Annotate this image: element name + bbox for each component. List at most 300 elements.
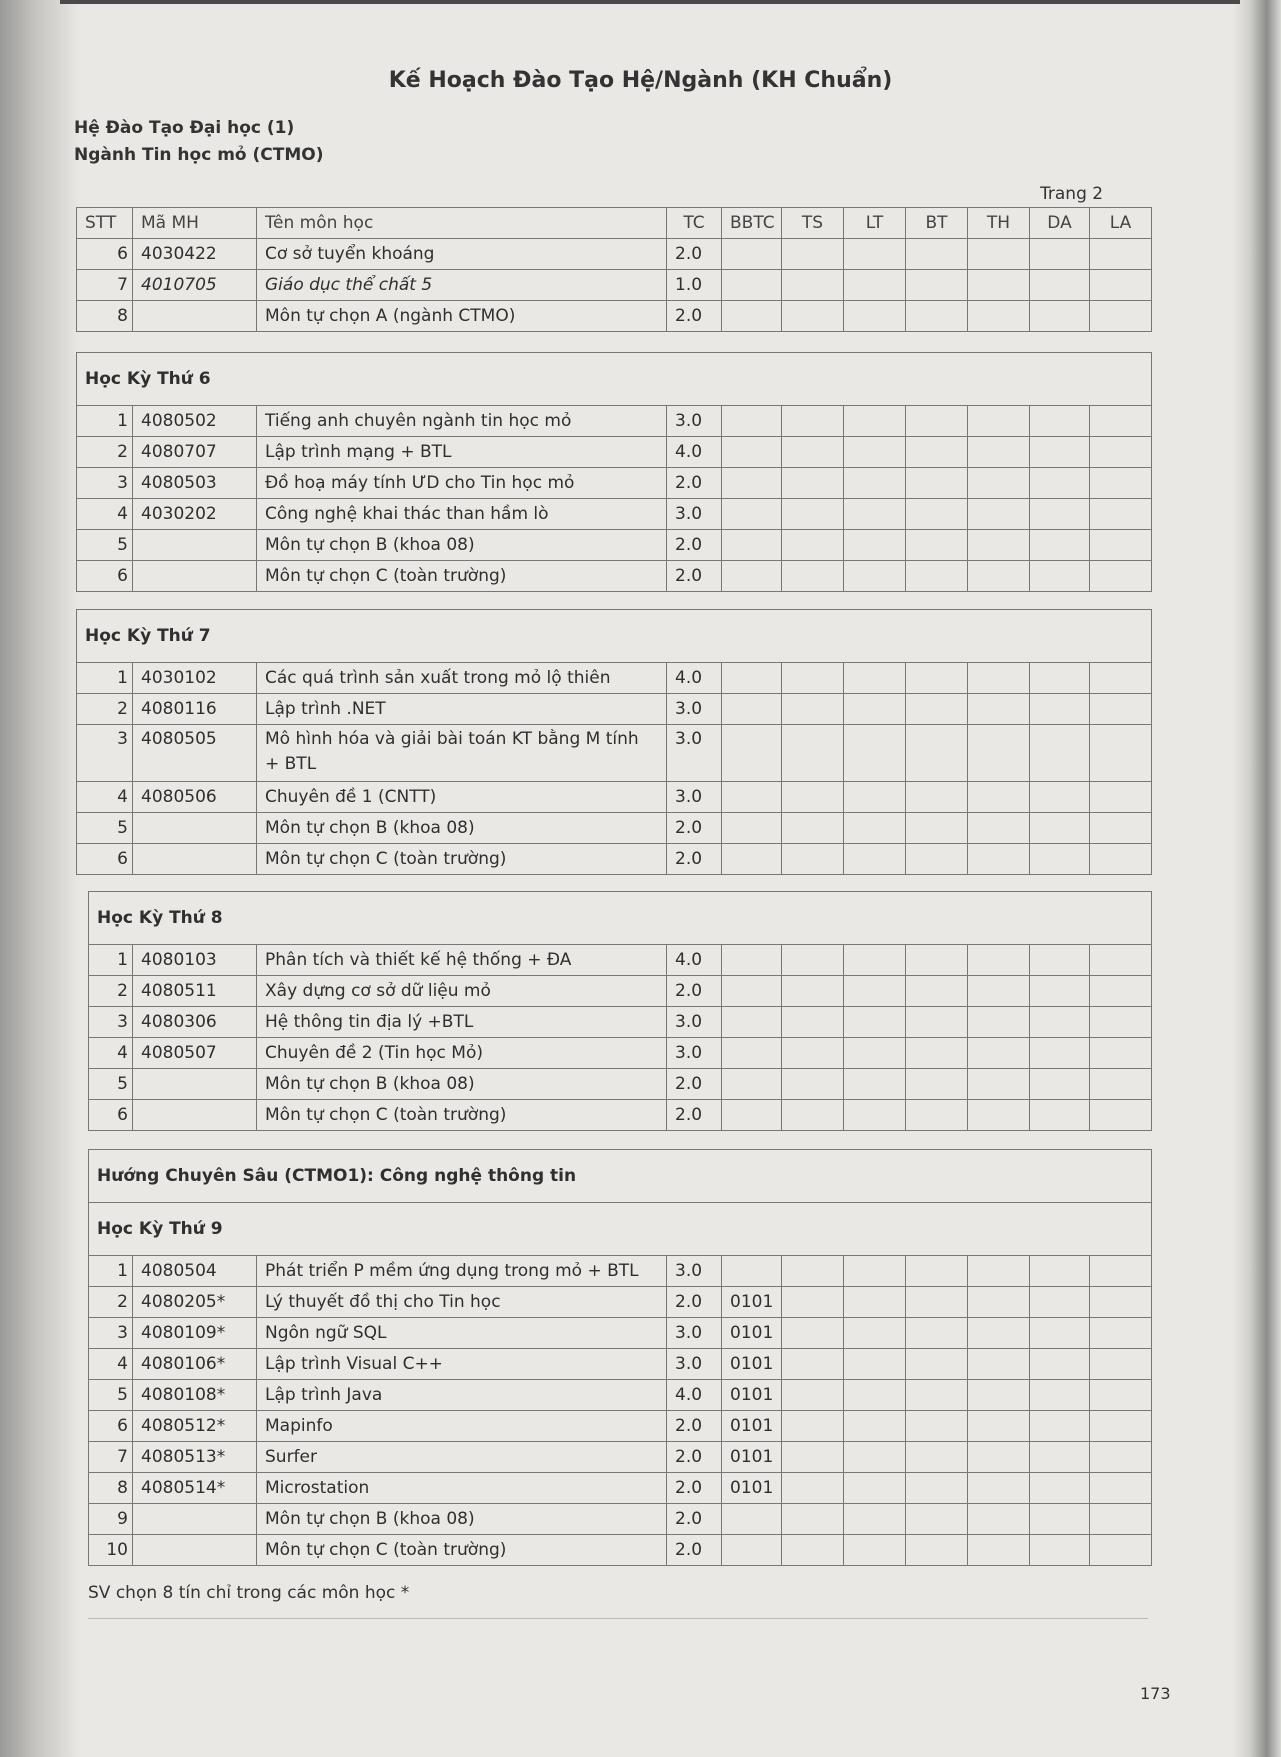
- empty-cell: [906, 468, 968, 499]
- bbtc: [722, 945, 782, 976]
- bbtc: [722, 1038, 782, 1069]
- empty-cell: [844, 1535, 906, 1566]
- empty-cell: [844, 270, 906, 301]
- course-code: 4080513*: [133, 1442, 257, 1473]
- row-stt: 5: [89, 1069, 133, 1100]
- empty-cell: [782, 561, 844, 592]
- column-header: Tên môn học: [257, 208, 667, 239]
- empty-cell: [782, 694, 844, 725]
- table-row: [77, 561, 1152, 592]
- empty-cell: [906, 301, 968, 332]
- empty-cell: [968, 782, 1030, 813]
- empty-cell: [782, 1287, 844, 1318]
- empty-cell: [1090, 1069, 1152, 1100]
- credits: 4.0: [667, 437, 722, 468]
- empty-cell: [844, 1442, 906, 1473]
- empty-cell: [906, 1038, 968, 1069]
- course-code: 4080512*: [133, 1411, 257, 1442]
- course-name: Mô hình hóa và giải bài toán KT bằng M tính + BTL: [257, 725, 667, 782]
- top-edge: [60, 0, 1240, 4]
- semester-title: Học Kỳ Thứ 7: [77, 610, 1152, 663]
- course-name: Lập trình Java: [257, 1380, 667, 1411]
- credits: 2.0: [667, 561, 722, 592]
- empty-cell: [1030, 530, 1090, 561]
- specialization-heading: [89, 1150, 1152, 1203]
- credits: 2.0: [667, 1535, 722, 1566]
- empty-cell: [906, 1411, 968, 1442]
- credits: 4.0: [667, 663, 722, 694]
- course-code: [133, 1069, 257, 1100]
- credits: 2.0: [667, 1100, 722, 1131]
- bbtc: [722, 301, 782, 332]
- empty-cell: [782, 1380, 844, 1411]
- empty-cell: [1090, 1535, 1152, 1566]
- credits: 3.0: [667, 1318, 722, 1349]
- empty-cell: [844, 468, 906, 499]
- empty-cell: [968, 1473, 1030, 1504]
- empty-cell: [1090, 301, 1152, 332]
- credits: 1.0: [667, 270, 722, 301]
- row-stt: 1: [77, 663, 133, 694]
- credits: 2.0: [667, 1473, 722, 1504]
- empty-cell: [782, 270, 844, 301]
- bbtc: [722, 1256, 782, 1287]
- table-row: [77, 725, 1152, 782]
- empty-cell: [844, 1380, 906, 1411]
- course-name: Xây dựng cơ sở dữ liệu mỏ: [257, 976, 667, 1007]
- empty-cell: [782, 1411, 844, 1442]
- empty-cell: [782, 1473, 844, 1504]
- empty-cell: [968, 1007, 1030, 1038]
- bbtc: [722, 844, 782, 875]
- empty-cell: [782, 782, 844, 813]
- bbtc: [722, 270, 782, 301]
- bbtc: [722, 1100, 782, 1131]
- table-row: [77, 468, 1152, 499]
- table-row: [77, 437, 1152, 468]
- credits: 3.0: [667, 1007, 722, 1038]
- empty-cell: [844, 1318, 906, 1349]
- empty-cell: [844, 437, 906, 468]
- course-code: 4080707: [133, 437, 257, 468]
- empty-cell: [1030, 1442, 1090, 1473]
- empty-cell: [844, 1256, 906, 1287]
- course-name: Chuyên đề 2 (Tin học Mỏ): [257, 1038, 667, 1069]
- empty-cell: [844, 561, 906, 592]
- row-stt: 4: [89, 1349, 133, 1380]
- he-dao-tao: Hệ Đào Tạo Đại học (1): [74, 118, 295, 138]
- row-stt: 6: [89, 1411, 133, 1442]
- bbtc: [722, 663, 782, 694]
- empty-cell: [1090, 663, 1152, 694]
- row-stt: 4: [89, 1038, 133, 1069]
- course-name: Cơ sở tuyển khoáng: [257, 239, 667, 270]
- course-name: Phân tích và thiết kế hệ thống + ĐA: [257, 945, 667, 976]
- empty-cell: [782, 1256, 844, 1287]
- empty-cell: [1090, 468, 1152, 499]
- empty-cell: [782, 1504, 844, 1535]
- empty-cell: [844, 1411, 906, 1442]
- row-stt: 1: [77, 406, 133, 437]
- empty-cell: [968, 239, 1030, 270]
- empty-cell: [906, 1256, 968, 1287]
- empty-cell: [968, 1504, 1030, 1535]
- table-row: [89, 1504, 1152, 1535]
- empty-cell: [844, 782, 906, 813]
- row-stt: 3: [77, 468, 133, 499]
- course-code: [133, 813, 257, 844]
- row-stt: 9: [89, 1504, 133, 1535]
- credits: 3.0: [667, 406, 722, 437]
- bbtc: 0101: [722, 1287, 782, 1318]
- empty-cell: [1030, 1535, 1090, 1566]
- empty-cell: [844, 694, 906, 725]
- table-row: [89, 1473, 1152, 1504]
- empty-cell: [906, 725, 968, 782]
- empty-cell: [1030, 468, 1090, 499]
- bbtc: 0101: [722, 1411, 782, 1442]
- empty-cell: [1030, 406, 1090, 437]
- empty-cell: [906, 1535, 968, 1566]
- empty-cell: [968, 945, 1030, 976]
- empty-cell: [1030, 782, 1090, 813]
- row-stt: 2: [77, 694, 133, 725]
- empty-cell: [782, 437, 844, 468]
- credits: 2.0: [667, 844, 722, 875]
- credits: 3.0: [667, 1256, 722, 1287]
- bbtc: 0101: [722, 1473, 782, 1504]
- page-title: Kế Hoạch Đào Tạo Hệ/Ngành (KH Chuẩn): [388, 68, 893, 93]
- empty-cell: [782, 945, 844, 976]
- empty-cell: [1030, 945, 1090, 976]
- course-name: Môn tự chọn B (khoa 08): [257, 813, 667, 844]
- empty-cell: [968, 270, 1030, 301]
- empty-cell: [844, 301, 906, 332]
- row-stt: 6: [89, 1100, 133, 1131]
- row-stt: 2: [89, 1287, 133, 1318]
- credits: 4.0: [667, 1380, 722, 1411]
- table-row: [89, 1069, 1152, 1100]
- empty-cell: [906, 1287, 968, 1318]
- empty-cell: [906, 239, 968, 270]
- table-row: [77, 530, 1152, 561]
- empty-cell: [844, 1038, 906, 1069]
- empty-cell: [1090, 945, 1152, 976]
- page-number: 173: [1140, 1684, 1171, 1703]
- empty-cell: [968, 468, 1030, 499]
- bbtc: [722, 1069, 782, 1100]
- empty-cell: [906, 1442, 968, 1473]
- semester-9-heading: [89, 1203, 1152, 1256]
- empty-cell: [1090, 1007, 1152, 1038]
- empty-cell: [968, 725, 1030, 782]
- empty-cell: [844, 1287, 906, 1318]
- empty-cell: [906, 406, 968, 437]
- empty-cell: [1090, 725, 1152, 782]
- course-name: Chuyên đề 1 (CNTT): [257, 782, 667, 813]
- course-code: 4080511: [133, 976, 257, 1007]
- course-name: Môn tự chọn C (toàn trường): [257, 1100, 667, 1131]
- course-name: Ngôn ngữ SQL: [257, 1318, 667, 1349]
- course-name: Công nghệ khai thác than hầm lò: [257, 499, 667, 530]
- course-code: [133, 301, 257, 332]
- empty-cell: [1090, 1287, 1152, 1318]
- empty-cell: [1030, 437, 1090, 468]
- course-code: 4080503: [133, 468, 257, 499]
- bbtc: [722, 530, 782, 561]
- bbtc: 0101: [722, 1318, 782, 1349]
- empty-cell: [906, 1100, 968, 1131]
- credits: 2.0: [667, 530, 722, 561]
- empty-cell: [782, 844, 844, 875]
- empty-cell: [1090, 813, 1152, 844]
- credits: 4.0: [667, 945, 722, 976]
- table-header: [77, 208, 1152, 239]
- row-stt: 7: [77, 270, 133, 301]
- course-name: Tiếng anh chuyên ngành tin học mỏ: [257, 406, 667, 437]
- course-name: Hệ thông tin địa lý +BTL: [257, 1007, 667, 1038]
- empty-cell: [1030, 725, 1090, 782]
- semester-6-heading: [77, 353, 1152, 406]
- empty-cell: [968, 1256, 1030, 1287]
- empty-cell: [1030, 561, 1090, 592]
- table-row: [89, 1442, 1152, 1473]
- empty-cell: [844, 1473, 906, 1504]
- table-row: [77, 270, 1152, 301]
- empty-cell: [968, 561, 1030, 592]
- table-row: [89, 976, 1152, 1007]
- table-row: [77, 239, 1152, 270]
- empty-cell: [968, 530, 1030, 561]
- row-stt: 7: [89, 1442, 133, 1473]
- empty-cell: [968, 437, 1030, 468]
- empty-cell: [968, 1349, 1030, 1380]
- course-code: [133, 1535, 257, 1566]
- bbtc: [722, 437, 782, 468]
- credits: 2.0: [667, 239, 722, 270]
- bbtc: [722, 406, 782, 437]
- semester-7-heading: [77, 610, 1152, 663]
- row-stt: 6: [77, 844, 133, 875]
- empty-cell: [1030, 1411, 1090, 1442]
- credits: 2.0: [667, 1411, 722, 1442]
- empty-cell: [906, 1380, 968, 1411]
- row-stt: 4: [77, 499, 133, 530]
- empty-cell: [968, 406, 1030, 437]
- course-name: Giáo dục thể chất 5: [257, 270, 667, 301]
- course-name: Đồ hoạ máy tính ƯD cho Tin học mỏ: [257, 468, 667, 499]
- empty-cell: [968, 1380, 1030, 1411]
- empty-cell: [968, 301, 1030, 332]
- bbtc: 0101: [722, 1380, 782, 1411]
- empty-cell: [906, 1473, 968, 1504]
- bbtc: [722, 976, 782, 1007]
- course-code: [133, 530, 257, 561]
- column-header: LA: [1090, 208, 1152, 239]
- semester-9-table: [88, 1149, 1152, 1566]
- empty-cell: [906, 530, 968, 561]
- empty-cell: [1090, 782, 1152, 813]
- empty-cell: [968, 663, 1030, 694]
- row-stt: 5: [77, 530, 133, 561]
- table-row: [89, 945, 1152, 976]
- bbtc: 0101: [722, 1442, 782, 1473]
- bbtc: [722, 468, 782, 499]
- row-stt: 5: [89, 1380, 133, 1411]
- empty-cell: [1030, 1069, 1090, 1100]
- course-code: 4080514*: [133, 1473, 257, 1504]
- empty-cell: [906, 1069, 968, 1100]
- credits: 3.0: [667, 1038, 722, 1069]
- empty-cell: [1090, 561, 1152, 592]
- empty-cell: [906, 561, 968, 592]
- course-name: Microstation: [257, 1473, 667, 1504]
- course-name: Các quá trình sản xuất trong mỏ lộ thiên: [257, 663, 667, 694]
- column-header: Mã MH: [133, 208, 257, 239]
- empty-cell: [782, 530, 844, 561]
- course-code: 4080109*: [133, 1318, 257, 1349]
- bbtc: [722, 499, 782, 530]
- credits: 3.0: [667, 499, 722, 530]
- empty-cell: [844, 1100, 906, 1131]
- nganh: Ngành Tin học mỏ (CTMO): [74, 145, 324, 165]
- course-table-top: [76, 207, 1152, 332]
- credits: 2.0: [667, 1442, 722, 1473]
- row-stt: 3: [89, 1007, 133, 1038]
- empty-cell: [1090, 1349, 1152, 1380]
- semester-6-table: [76, 352, 1152, 592]
- table-row: [89, 1038, 1152, 1069]
- credits: 3.0: [667, 694, 722, 725]
- row-stt: 3: [89, 1318, 133, 1349]
- empty-cell: [1090, 530, 1152, 561]
- semester-8-table: [88, 891, 1152, 1131]
- empty-cell: [1030, 1256, 1090, 1287]
- empty-cell: [782, 976, 844, 1007]
- empty-cell: [968, 1069, 1030, 1100]
- empty-cell: [1090, 694, 1152, 725]
- semester-7-table: [76, 609, 1152, 875]
- empty-cell: [844, 1007, 906, 1038]
- empty-cell: [1090, 1100, 1152, 1131]
- empty-cell: [1090, 437, 1152, 468]
- empty-cell: [1090, 844, 1152, 875]
- empty-cell: [1030, 844, 1090, 875]
- empty-cell: [782, 1349, 844, 1380]
- empty-cell: [1030, 1100, 1090, 1131]
- empty-cell: [1090, 1442, 1152, 1473]
- table-row: [89, 1380, 1152, 1411]
- empty-cell: [968, 1287, 1030, 1318]
- course-code: [133, 1504, 257, 1535]
- course-name: Lập trình .NET: [257, 694, 667, 725]
- bbtc: [722, 561, 782, 592]
- empty-cell: [968, 499, 1030, 530]
- course-code: 4080306: [133, 1007, 257, 1038]
- row-stt: 1: [89, 1256, 133, 1287]
- empty-cell: [1030, 499, 1090, 530]
- table-row: [89, 1256, 1152, 1287]
- empty-cell: [968, 694, 1030, 725]
- row-stt: 2: [77, 437, 133, 468]
- empty-cell: [906, 499, 968, 530]
- semester-title: Học Kỳ Thứ 6: [77, 353, 1152, 406]
- course-name: Môn tự chọn A (ngành CTMO): [257, 301, 667, 332]
- table-row: [77, 694, 1152, 725]
- empty-cell: [844, 945, 906, 976]
- row-stt: 4: [77, 782, 133, 813]
- table-row: [77, 499, 1152, 530]
- empty-cell: [906, 813, 968, 844]
- empty-cell: [782, 406, 844, 437]
- empty-cell: [844, 406, 906, 437]
- bbtc: [722, 694, 782, 725]
- empty-cell: [1090, 976, 1152, 1007]
- empty-cell: [844, 844, 906, 875]
- empty-cell: [906, 1318, 968, 1349]
- credits: 2.0: [667, 1069, 722, 1100]
- credits: 2.0: [667, 1287, 722, 1318]
- course-code: 4080108*: [133, 1380, 257, 1411]
- column-header: BT: [906, 208, 968, 239]
- column-header: TC: [667, 208, 722, 239]
- empty-cell: [844, 663, 906, 694]
- empty-cell: [1030, 663, 1090, 694]
- empty-cell: [782, 663, 844, 694]
- course-code: 4080507: [133, 1038, 257, 1069]
- empty-cell: [844, 813, 906, 844]
- course-code: [133, 1100, 257, 1131]
- credits: 3.0: [667, 725, 722, 782]
- empty-cell: [1090, 1504, 1152, 1535]
- empty-cell: [1030, 976, 1090, 1007]
- empty-cell: [1090, 406, 1152, 437]
- credits: 2.0: [667, 301, 722, 332]
- empty-cell: [1030, 1038, 1090, 1069]
- course-name: Phát triển P mềm ứng dụng trong mỏ + BTL: [257, 1256, 667, 1287]
- credits: 2.0: [667, 976, 722, 1007]
- bbtc: [722, 239, 782, 270]
- course-code: 4030422: [133, 239, 257, 270]
- empty-cell: [906, 1007, 968, 1038]
- empty-cell: [1090, 499, 1152, 530]
- empty-cell: [906, 1504, 968, 1535]
- empty-cell: [1090, 1038, 1152, 1069]
- semester-title: Học Kỳ Thứ 8: [89, 892, 1152, 945]
- bbtc: [722, 725, 782, 782]
- empty-cell: [782, 239, 844, 270]
- bbtc: [722, 1007, 782, 1038]
- column-header: TS: [782, 208, 844, 239]
- page-label: Trang 2: [1040, 184, 1104, 204]
- empty-cell: [968, 813, 1030, 844]
- credits: 2.0: [667, 813, 722, 844]
- empty-cell: [906, 976, 968, 1007]
- row-stt: 5: [77, 813, 133, 844]
- empty-cell: [968, 1535, 1030, 1566]
- bbtc: [722, 1504, 782, 1535]
- empty-cell: [1090, 1473, 1152, 1504]
- empty-cell: [968, 1442, 1030, 1473]
- course-code: 4080116: [133, 694, 257, 725]
- column-header: BBTC: [722, 208, 782, 239]
- empty-cell: [906, 1349, 968, 1380]
- table-row: [89, 1318, 1152, 1349]
- table-row: [89, 1411, 1152, 1442]
- course-code: 4080505: [133, 725, 257, 782]
- row-stt: 1: [89, 945, 133, 976]
- empty-cell: [1030, 694, 1090, 725]
